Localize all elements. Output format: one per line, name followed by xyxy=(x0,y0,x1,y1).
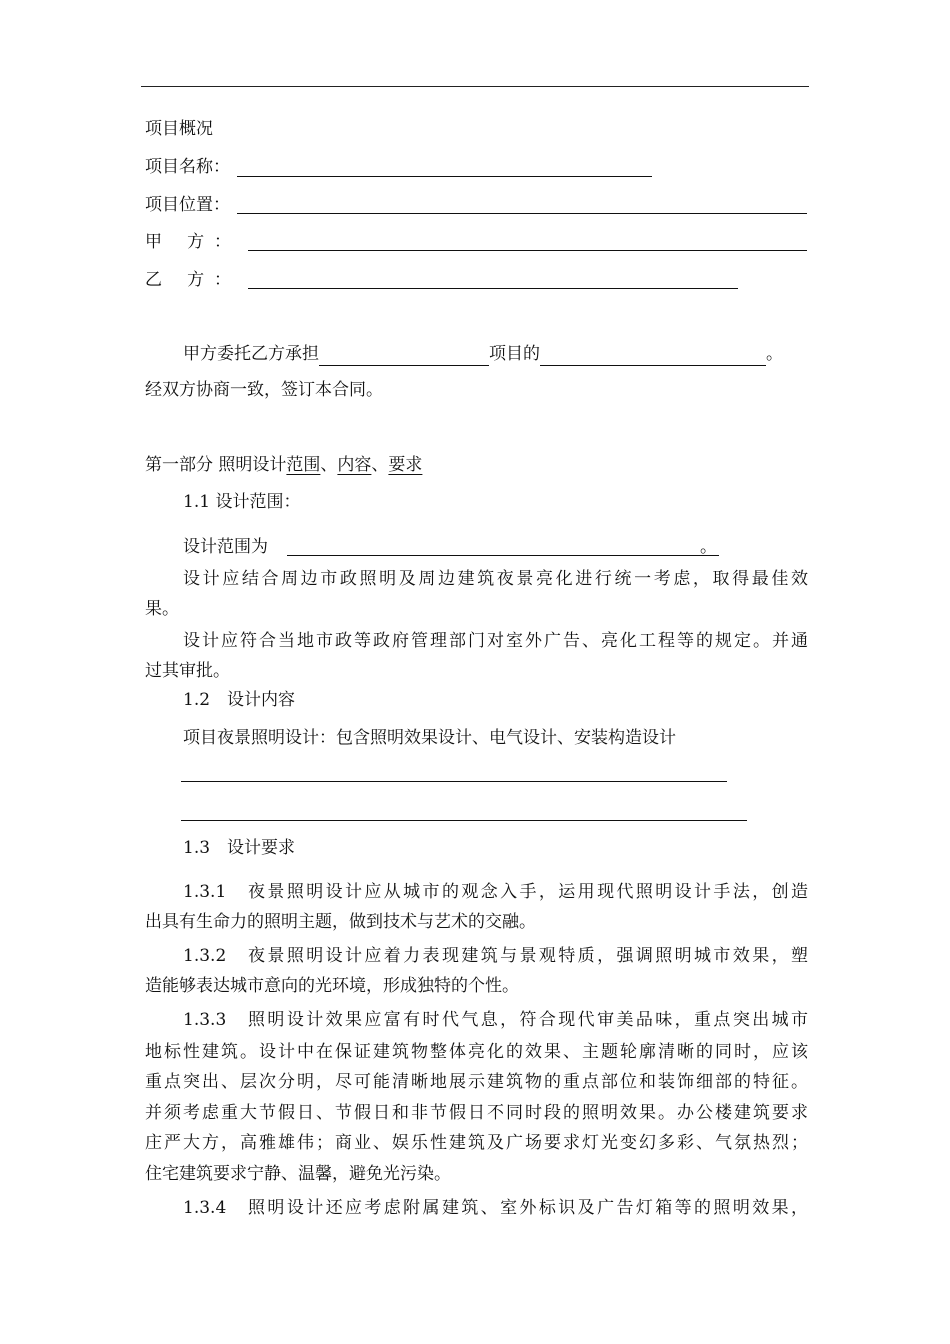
requirement-2-line-2: 造能够表达城市意向的光环境，形成独特的个性。 xyxy=(145,976,519,996)
design-content-blank-2[interactable] xyxy=(181,820,747,821)
scope-para-2-line-2: 过其审批。 xyxy=(145,661,230,681)
design-scope-blank[interactable] xyxy=(287,555,719,556)
requirement-4-line-1: 1.3.4 照明设计还应考虑附属建筑、室外标识及广告灯箱等的照明效果， xyxy=(183,1198,808,1218)
entrusted-work-blank[interactable] xyxy=(540,345,766,366)
intro-part-2: 项目的 xyxy=(489,344,540,364)
requirement-3-line-6: 住宅建筑要求宁静、温馨，避免光污染。 xyxy=(145,1164,451,1184)
part-one-sep-2: 、 xyxy=(371,455,389,475)
requirement-3-line-3: 重点突出、层次分明，尽可能清晰地展示建筑物的重点部位和装饰细部的特征。 xyxy=(145,1072,808,1092)
scope-para-1-line-1: 设计应结合周边市政照明及周边建筑夜景亮化进行统一考虑，取得最佳效 xyxy=(183,569,808,589)
party-a-blank[interactable] xyxy=(248,250,807,251)
requirement-2-line-1: 1.3.2 夜景照明设计应着力表现建筑与景观特质，强调照明城市效果，塑 xyxy=(183,946,808,966)
project-location-blank[interactable] xyxy=(237,213,807,214)
part-one-requirements: 要求 xyxy=(388,455,423,475)
requirement-3-line-2: 地标性建筑。设计中在保证建筑物整体亮化的效果、主题轮廓清晰的同时，应该 xyxy=(145,1042,808,1062)
intro-part-1: 甲方委托乙方承担 xyxy=(183,344,319,364)
overview-heading: 项目概况 xyxy=(145,119,213,139)
project-name-blank[interactable] xyxy=(237,176,652,177)
party-a-label: 甲 方： xyxy=(145,232,231,252)
intro-line-1 xyxy=(183,342,783,366)
scope-para-1-line-2: 果。 xyxy=(145,599,179,619)
header-rule xyxy=(141,86,809,87)
requirement-1-line-1: 1.3.1 夜景照明设计应从城市的观念入手，运用现代照明设计手法，创造 xyxy=(183,882,808,902)
scope-para-2-line-1: 设计应符合当地市政等政府管理部门对室外广告、亮化工程等的规定。并通 xyxy=(183,631,808,651)
section-1-1-heading: 1.1 设计范围： xyxy=(183,492,301,512)
intro-line-2: 经双方协商一致，签订本合同。 xyxy=(145,380,383,400)
requirement-3-line-5: 庄严大方，高雅雄伟；商业、娱乐性建筑及广场要求灯光变幻多彩、气氛热烈； xyxy=(145,1133,808,1153)
part-one-scope: 范围 xyxy=(286,455,321,475)
part-one-prefix: 第一部分 照明设计 xyxy=(145,455,287,475)
part-one-content: 内容 xyxy=(337,455,372,475)
section-1-3-heading: 1.3 设计要求 xyxy=(183,838,296,858)
requirement-1-line-2: 出具有生命力的照明主题，做到技术与艺术的交融。 xyxy=(145,912,536,932)
requirement-3-line-1: 1.3.3 照明设计效果应富有时代气息，符合现代审美品味，重点突出城市 xyxy=(183,1010,808,1030)
design-scope-suffix: 。 xyxy=(700,537,717,557)
project-location-label: 项目位置： xyxy=(145,195,230,215)
party-b-label: 乙 方： xyxy=(145,270,231,290)
section-1-2-heading: 1.2 设计内容 xyxy=(183,690,296,710)
entrusted-project-blank[interactable] xyxy=(319,345,489,366)
intro-part-3: 。 xyxy=(766,344,783,364)
party-b-blank[interactable] xyxy=(248,288,738,289)
project-name-label: 项目名称： xyxy=(145,157,230,177)
design-content-blank-1[interactable] xyxy=(181,781,727,782)
requirement-3-line-4: 并须考虑重大节假日、节假日和非节假日不同时段的照明效果。办公楼建筑要求 xyxy=(145,1103,808,1123)
part-one-sep-1: 、 xyxy=(320,455,338,475)
design-content-text: 项目夜景照明设计：包含照明效果设计、电气设计、安装构造设计 xyxy=(183,728,676,748)
part-one-heading xyxy=(145,453,422,477)
design-scope-prefix: 设计范围为 xyxy=(183,537,268,557)
